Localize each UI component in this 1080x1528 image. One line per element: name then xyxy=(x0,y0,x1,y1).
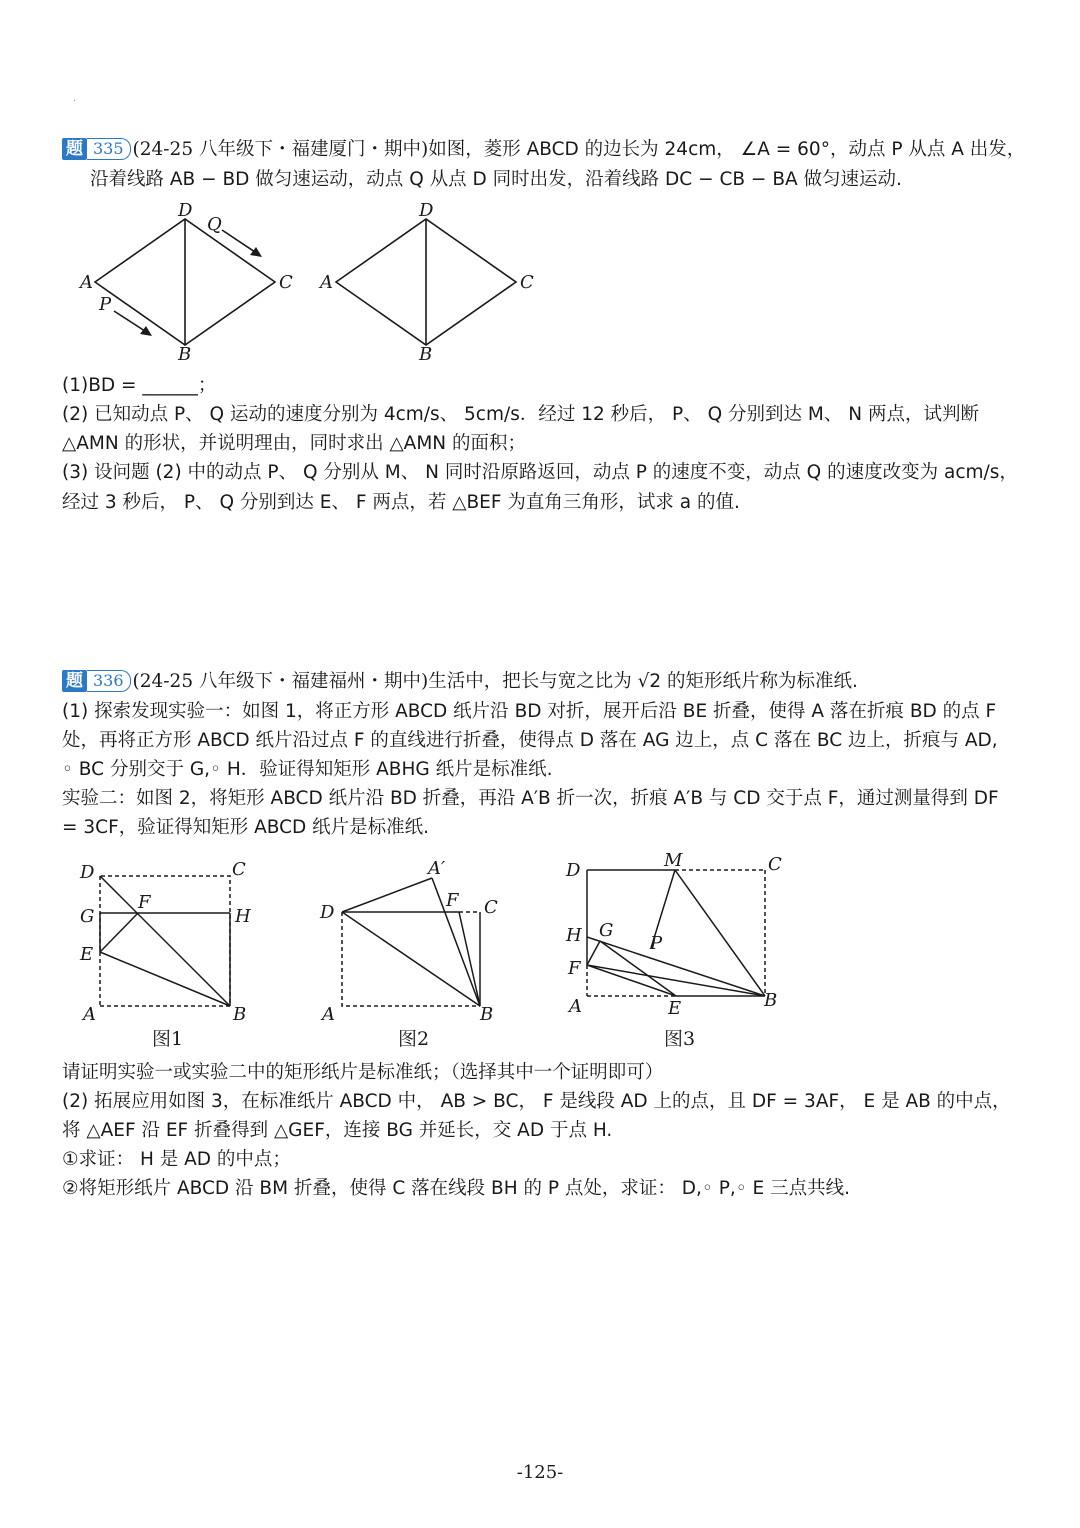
q335-figure xyxy=(0,195,1080,395)
q335-source: (24-25 八年级下・福建厦门・期中) xyxy=(132,139,429,160)
fig2-da1 xyxy=(342,878,432,912)
q335-part1: (1)BD = ______； xyxy=(62,375,217,396)
q336-intro: 生活中，把长与宽之比为 √2 的矩形纸片称为标准纸. xyxy=(428,671,858,692)
q335-line1: 如图，菱形 ABCD 的边长为 24cm， ∠A = 60°，动点 P 从点 A 出发， xyxy=(428,139,1026,160)
q336-source: (24-25 八年级下・福建福州・期中) xyxy=(132,671,429,692)
fig3-label-g: G xyxy=(599,920,614,941)
fig3-label-f: F xyxy=(568,958,581,979)
page-mark: · xyxy=(73,96,77,107)
q336-p10: ②将矩形纸片 ABCD 沿 BM 折叠，使得 C 落在线段 BH 的 P 点处，求证： D,◦ P,◦ E 三点共线. xyxy=(62,1178,850,1199)
arrow-p-head xyxy=(140,326,152,336)
arrow-q-head xyxy=(250,247,262,257)
fig1-label-a: A xyxy=(83,1004,96,1025)
q336-p2: 处，再将正方形 ABCD 纸片沿过点 F 的直线进行折叠，使得点 D 落在 AG 边上，点 C 落在 BC 边上，折痕与 AD, xyxy=(62,730,998,751)
fig1-eb xyxy=(100,952,230,1006)
q335-tag: 题 xyxy=(62,138,87,160)
q335-part2a: (2) 已知动点 P、 Q 运动的速度分别为 4cm/s、 5cm/s．经过 12 秒后， P、 Q 分别到达 M、 N 两点，试判断 xyxy=(62,404,979,425)
q336-p4: 实验二：如图 2，将矩形 ABCD 纸片沿 BD 折叠，再沿 A′B 折一次，折痕 A′B 与 CD 交于点 F，通过测量得到 DF xyxy=(62,788,999,809)
fig1-ef xyxy=(100,913,138,952)
fig3-label-h: H xyxy=(566,925,582,946)
page-number: -125- xyxy=(516,1462,564,1483)
fig3-label-p: P xyxy=(650,933,663,954)
q336-p8: 将 △AEF 沿 EF 折叠得到 △GEF，连接 BG 并延长，交 AD 于点 H. xyxy=(62,1120,613,1141)
fig3-fe xyxy=(587,965,676,996)
fig2-label-f: F xyxy=(446,890,459,911)
fig2-caption: 图2 xyxy=(398,1028,430,1050)
fig1-label-b: B xyxy=(233,1004,247,1025)
fig1-label-h: H xyxy=(235,906,251,927)
q336-header xyxy=(62,669,858,695)
q336-p3: ◦ BC 分别交于 G,◦ H．验证得知矩形 ABHG 纸片是标准纸. xyxy=(62,759,553,780)
fig3-mb xyxy=(675,870,765,996)
label-d-right: D xyxy=(419,200,434,221)
fig3-label-d: D xyxy=(566,860,581,881)
q335-part3b: 经过 3 秒后， P、 Q 分别到达 E、 F 两点，若 △BEF 为直角三角形，试求 a 的值. xyxy=(62,492,740,513)
fig3-label-m: M xyxy=(664,850,683,871)
q335-line2: 沿着线路 AB − BD 做匀速运动，动点 Q 从点 D 同时出发，沿着线路 DC − CB − BA 做匀速运动. xyxy=(90,169,902,190)
fig1-db xyxy=(100,876,230,1006)
fig2-label-c: C xyxy=(484,897,498,918)
fig1-label-f: F xyxy=(138,892,151,913)
fig2-label-d: D xyxy=(320,902,335,923)
fig1-caption: 图1 xyxy=(152,1028,184,1050)
fig2-label-a1: A′ xyxy=(428,858,446,879)
fig3-label-a: A xyxy=(569,996,582,1017)
label-q: Q xyxy=(207,214,222,235)
q335-part3a: (3) 设问题 (2) 中的动点 P、 Q 分别从 M、 N 同时沿原路返回，动点 P 的速度不变，动点 Q 的速度改变为 acm/s， xyxy=(62,462,1018,483)
fig1-label-c: C xyxy=(232,859,246,880)
q336-p7: (2) 拓展应用如图 3，在标准纸片 ABCD 中， AB > BC， F 是线段 AD 上的点，且 DF = 3AF， E 是 AB 的中点， xyxy=(62,1091,1011,1112)
label-c-left: C xyxy=(279,272,293,293)
figure-1 xyxy=(100,876,230,1006)
figure-2 xyxy=(342,878,480,1006)
q336-number: 336 xyxy=(87,670,131,692)
label-p: P xyxy=(99,294,112,315)
q335-header xyxy=(62,137,1025,163)
q335-part2b: △AMN 的形状，并说明理由，同时求出 △AMN 的面积； xyxy=(62,433,527,454)
fig3-hb xyxy=(587,937,765,996)
fig3-caption: 图3 xyxy=(664,1028,696,1050)
q336-p9: ①求证： H 是 AD 的中点； xyxy=(62,1149,291,1170)
fig3-fg xyxy=(587,941,600,965)
fig1-label-e: E xyxy=(80,944,94,965)
fig3-fb xyxy=(587,965,765,996)
fig2-db xyxy=(342,912,480,1006)
q335-number: 335 xyxy=(87,138,131,160)
q336-figures xyxy=(0,845,1080,1055)
fig3-label-b: B xyxy=(764,990,778,1011)
fig3-label-c: C xyxy=(768,854,782,875)
arrow-q xyxy=(222,230,258,254)
fig1-label-g: G xyxy=(80,906,95,927)
figure-3 xyxy=(587,870,765,996)
arrow-p xyxy=(114,311,148,333)
label-a-left: A xyxy=(80,272,93,293)
label-d-left: D xyxy=(178,200,193,221)
q336-p5: = 3CF，验证得知矩形 ABCD 纸片是标准纸. xyxy=(62,817,430,838)
fig2-label-b: B xyxy=(480,1004,494,1025)
fig3-label-e: E xyxy=(668,998,682,1019)
label-a-right: A xyxy=(320,272,333,293)
fig1-label-d: D xyxy=(80,862,95,883)
label-c-right: C xyxy=(520,272,534,293)
q336-tag: 题 xyxy=(62,670,87,692)
fig2-label-a: A xyxy=(322,1004,335,1025)
label-b-left: B xyxy=(178,344,192,365)
q336-p1: (1) 探索发现实验一：如图 1，将正方形 ABCD 纸片沿 BD 对折，展开后沿 BE 折叠，使得 A 落在折痕 BD 的点 F xyxy=(62,701,997,722)
label-b-right: B xyxy=(419,344,433,365)
q336-p6: 请证明实验一或实验二中的矩形纸片是标准纸；（选择其中一个证明即可） xyxy=(62,1062,664,1083)
